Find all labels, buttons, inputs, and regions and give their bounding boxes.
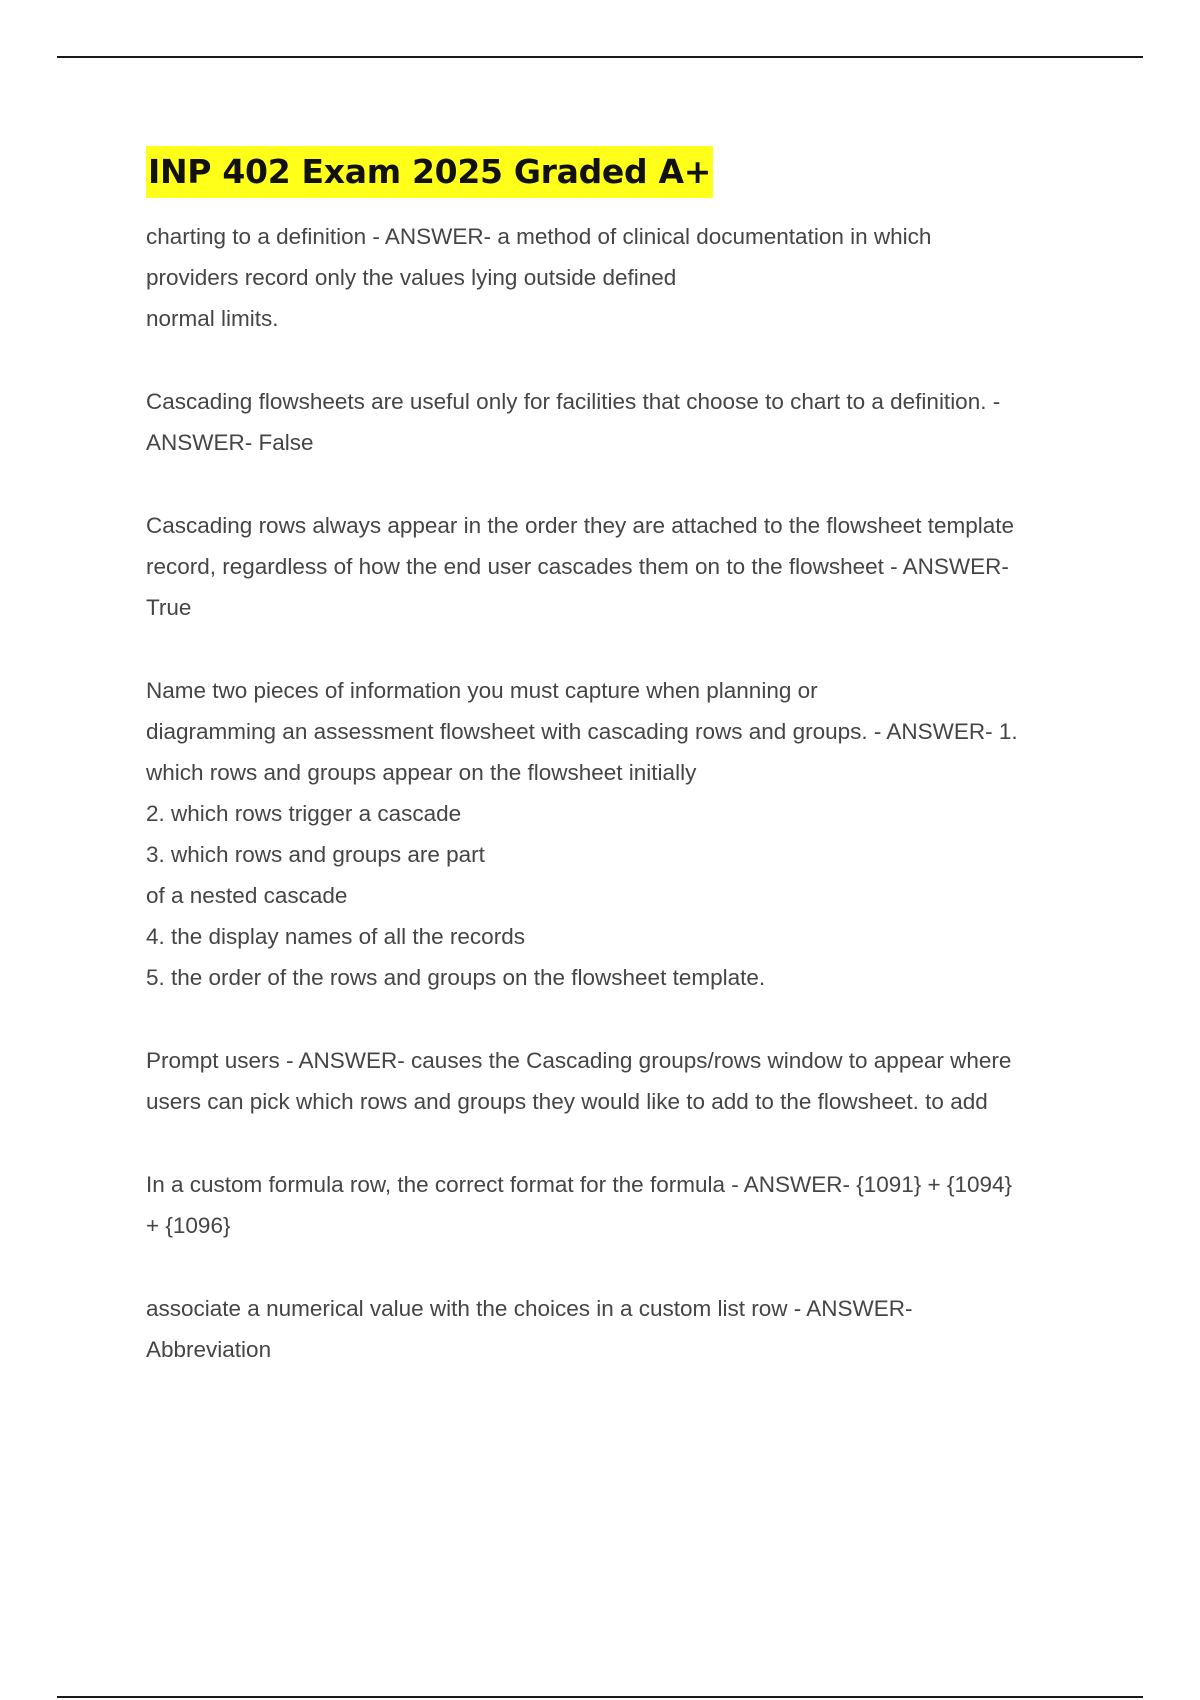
qa-text-line: 4. the display names of all the records <box>146 924 525 949</box>
qa-text-line: ANSWER- False <box>146 430 314 455</box>
top-rule <box>57 56 1143 58</box>
qa-text-line: Prompt users - ANSWER- causes the Cascading groups/rows window to appear where <box>146 1048 1012 1073</box>
qa-text-line: of a nested cascade <box>146 883 348 908</box>
title-block <box>146 146 1086 198</box>
qa-text-line: Cascading rows always appear in the order they are attached to the flowsheet template <box>146 513 1014 538</box>
qa-entry <box>146 216 1086 339</box>
document-body <box>146 146 1086 1412</box>
qa-text-line: charting to a definition - ANSWER- a method of clinical documentation in which <box>146 224 932 249</box>
qa-text-line: In a custom formula row, the correct format for the formula - ANSWER- {1091} + {1094} <box>146 1172 1013 1197</box>
qa-entry <box>146 1288 1086 1370</box>
qa-entry <box>146 505 1086 628</box>
qa-text-line: record, regardless of how the end user cascades them on to the flowsheet - ANSWER- <box>146 554 1009 579</box>
qa-text-line: providers record only the values lying outside defined <box>146 265 677 290</box>
qa-entry <box>146 381 1086 463</box>
qa-text-line: 3. which rows and groups are part <box>146 842 485 867</box>
qa-entry <box>146 1164 1086 1246</box>
qa-text-line: normal limits. <box>146 306 279 331</box>
qa-text-line: associate a numerical value with the choices in a custom list row - ANSWER- <box>146 1296 913 1321</box>
bottom-rule <box>57 1696 1143 1698</box>
qa-text-line: + {1096} <box>146 1213 231 1238</box>
qa-text-line: Name two pieces of information you must capture when planning or <box>146 678 818 703</box>
qa-text-line: which rows and groups appear on the flowsheet initially <box>146 760 697 785</box>
qa-text-line: diagramming an assessment flowsheet with cascading rows and groups. - ANSWER- 1. <box>146 719 1018 744</box>
qa-entry <box>146 670 1086 998</box>
qa-text-line: Cascading flowsheets are useful only for facilities that choose to chart to a definition. - <box>146 389 1001 414</box>
qa-text-line: users can pick which rows and groups they would like to add to the flowsheet. to add <box>146 1089 988 1114</box>
qa-text-line: Abbreviation <box>146 1337 272 1362</box>
qa-list <box>146 216 1086 1370</box>
qa-text-line: 5. the order of the rows and groups on the flowsheet template. <box>146 965 766 990</box>
qa-text-line: True <box>146 595 192 620</box>
qa-entry <box>146 1040 1086 1122</box>
qa-text-line: 2. which rows trigger a cascade <box>146 801 462 826</box>
document-title: INP 402 Exam 2025 Graded A+ <box>146 146 713 198</box>
